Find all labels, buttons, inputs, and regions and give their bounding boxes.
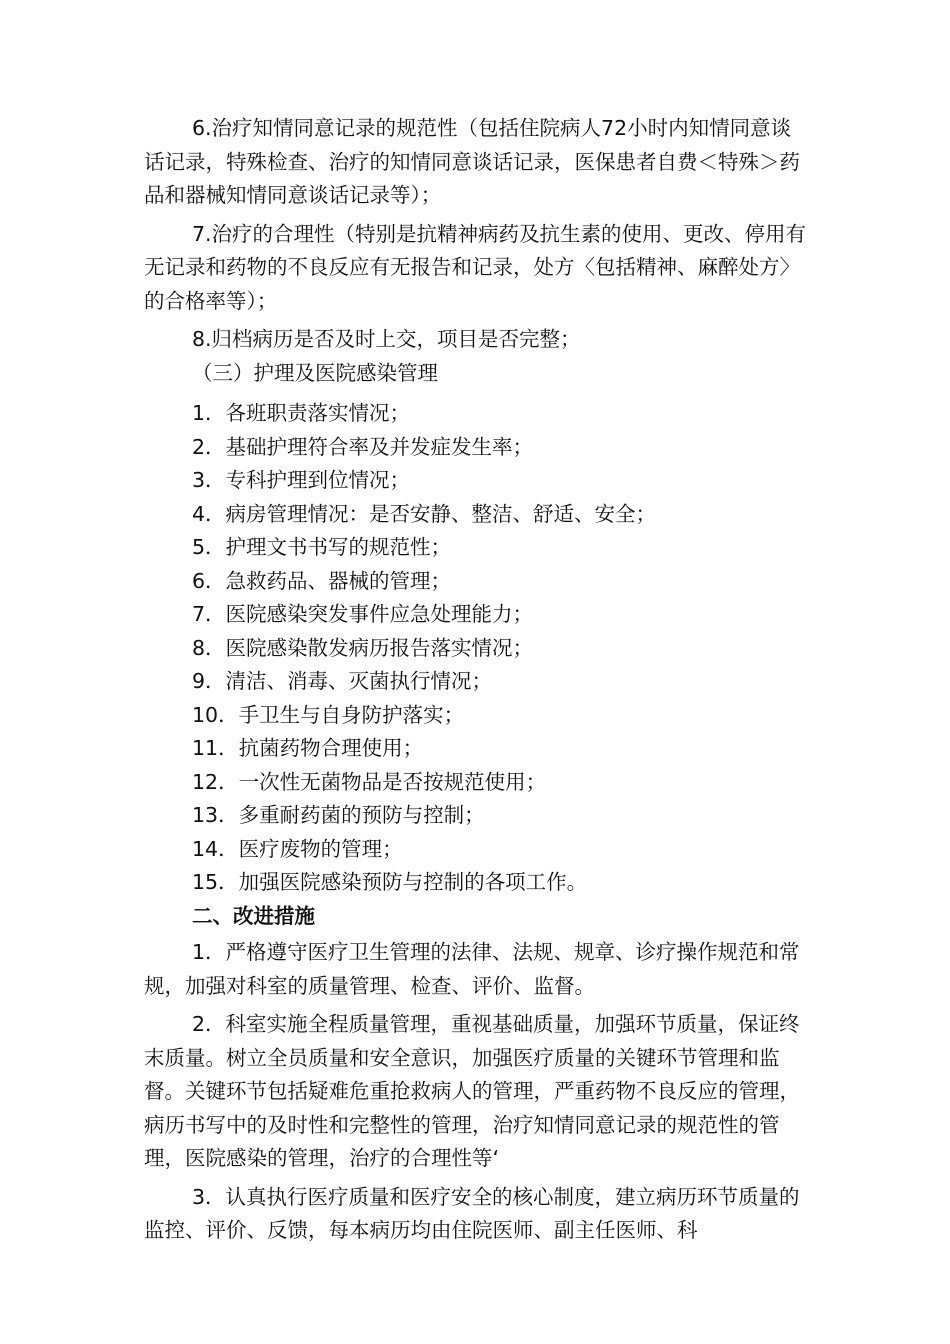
paragraph-measure-1: 1．严格遵守医疗卫生管理的法律、法规、规章、诊疗操作规范和常规，加强对科室的质量管理、检查、评价、监督。 <box>144 940 800 998</box>
paragraph-measure-2: 2．科室实施全程质量管理，重视基础质量，加强环节质量，保证终末质量。树立全员质量和安全意识，加强医疗质量的关键环节管理和监督。关键环节包括疑难危重抢救病人的管理，严重药物不良反应的管理，病历书写中的及时性和完整性的管理，治疗知情同意记录的规范性的管理，医院感染的管理，治疗的合理性等‘ <box>144 1012 800 1170</box>
paragraph-item-8: 8.归档病历是否及时上交，项目是否完整； <box>192 327 581 351</box>
list-item: 9．清洁、消毒、灭菌执行情况； <box>192 669 493 693</box>
list-item: 12．一次性无菌物品是否按规范使用； <box>192 769 547 794</box>
document-body <box>144 112 810 1253</box>
list-item: 15．加强医院感染预防与控制的各项工作。 <box>192 870 588 894</box>
section-heading-nursing: （三）护理及医院感染管理 <box>192 360 438 385</box>
list-item: 13．多重耐药菌的预防与控制； <box>192 803 485 827</box>
list-item: 14．医疗废物的管理； <box>192 836 403 861</box>
paragraph-item-6: 6.治疗知情同意记录的规范性（包括住院病人72小时内知情同意谈话记录，特殊检查、治疗的知情同意谈话记录，医保患者自费＜特殊＞药品和器械知情同意谈话记录等）； <box>144 116 800 207</box>
section-heading-improvement: 二、改进措施 <box>192 903 315 928</box>
list-item: 3．专科护理到位情况； <box>192 468 411 492</box>
list-item: 8．医院感染散发病历报告落实情况； <box>192 635 534 660</box>
list-item: 5．护理文书书写的规范性； <box>192 535 452 559</box>
paragraph-item-7: 7.治疗的合理性（特别是抗精神病药及抗生素的使用、更改、停用有无记录和药物的不良反应有无报告和记录，处方〈包括精神、麻醉处方〉的合格率等）； <box>144 221 807 313</box>
list-item: 4．病房管理情况：是否安静、整洁、舒适、安全； <box>192 501 657 526</box>
list-item: 6．急救药品、器械的管理； <box>192 568 452 593</box>
list-item: 1．各班职责落实情况； <box>192 401 411 425</box>
list-item: 10．手卫生与自身防护落实； <box>192 702 465 727</box>
paragraph-measure-3: 3．认真执行医疗质量和医疗安全的核心制度，建立病历环节质量的监控、评价、反馈，每本病历均由住院医师、副主任医师、科 <box>144 1184 800 1242</box>
list-item: 2．基础护理符合率及并发症发生率； <box>192 434 534 459</box>
list-item: 11．抗菌药物合理使用； <box>192 736 424 760</box>
list-item: 7．医院感染突发事件应急处理能力； <box>192 602 534 626</box>
